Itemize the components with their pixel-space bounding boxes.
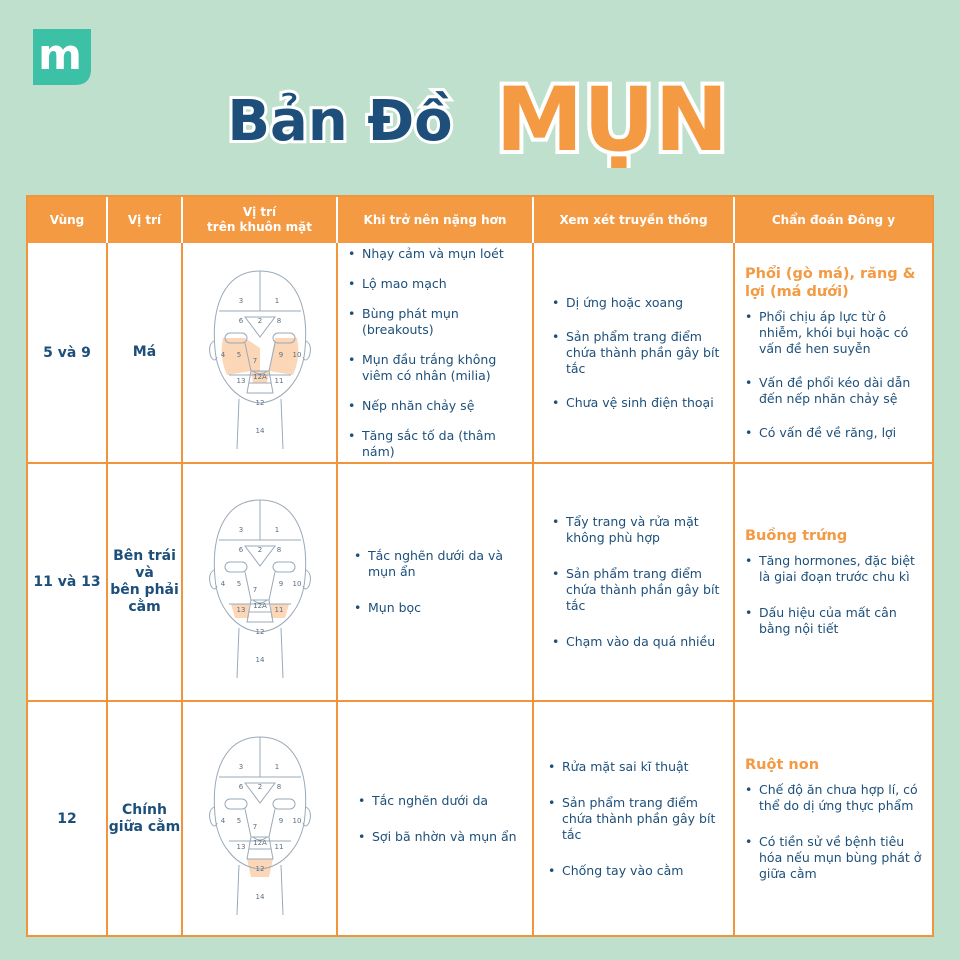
header-worse: Khi trở nên nặng hơn	[337, 197, 533, 243]
face-zone-label: 3	[238, 762, 243, 771]
position-cell	[107, 463, 182, 701]
face-zone-label: 4	[220, 580, 225, 588]
right-eye	[273, 799, 295, 809]
list-item: • Tắc nghẽn dưới da và mụn ẩn	[350, 548, 526, 580]
face-zone-label: 14	[255, 656, 264, 664]
worse-cell	[337, 243, 533, 463]
header-diagnosis: Chẩn đoán Đông y	[734, 197, 932, 243]
zone-cell: 5 và 9	[43, 344, 91, 361]
face-zone-label: 6	[238, 782, 243, 791]
face-zone-label: 13	[236, 606, 245, 614]
list-item: • Tẩy trang và rửa mặt không phù hợp	[548, 514, 727, 546]
face-zone-label: 5	[236, 580, 241, 588]
forehead-lines	[219, 271, 301, 337]
forehead-lines	[219, 500, 301, 566]
table-row	[28, 701, 932, 935]
header-traditional: Xem xét truyền thống	[533, 197, 734, 243]
list-item: • Chế độ ăn chưa hợp lí, có thể do dị ứng thực phẩm	[741, 782, 926, 814]
diagnosis-cell	[734, 463, 932, 701]
diagnosis-cell	[734, 701, 932, 935]
list-item: • Tăng sắc tố da (thâm nám)	[344, 428, 526, 460]
face-zone-label: 12A	[252, 372, 267, 381]
list-item: • Tăng hormones, đặc biệt là giai đoạn trước chu kì	[741, 553, 926, 585]
traditional-cell	[533, 463, 734, 701]
header-face-line1: Vị trí	[242, 205, 277, 219]
face-zone-label: 8	[276, 546, 281, 554]
face-zone-label: 8	[276, 316, 281, 325]
face-zone-label: 12	[255, 864, 264, 873]
worse-cell	[337, 701, 533, 935]
face-zone-label: 12A	[252, 838, 267, 847]
face-zone-label: 14	[255, 426, 264, 435]
list-item: • Sản phẩm trang điểm chứa thành phần gây bít tắc	[548, 566, 727, 614]
face-zone-label: 2	[257, 316, 262, 325]
list-item: • Lộ mao mạch	[344, 276, 526, 292]
acne-map-table	[26, 195, 934, 937]
face-zone-label: 7	[252, 586, 257, 594]
position-line: Má	[132, 344, 157, 360]
list-item: • Có tiền sử về bệnh tiêu hóa nếu mụn bùng phát ở giữa cằm	[741, 834, 926, 882]
page-title	[0, 58, 960, 168]
face-zone-label: 13	[236, 842, 245, 851]
diagnosis-title: Buồng trứng	[745, 528, 848, 544]
traditional-cell	[533, 701, 734, 935]
list-item: • Nhạy cảm và mụn loét	[344, 246, 526, 262]
face-zone-label: 14	[255, 892, 264, 901]
face-cell	[182, 463, 337, 701]
worse-cell	[337, 463, 533, 701]
face-zone-label: 4	[220, 816, 225, 825]
face-zone-label: 7	[252, 356, 257, 365]
face-zone-label: 4	[220, 350, 225, 359]
position-line: Chính	[122, 801, 167, 818]
zone-cell: 11 và 13	[28, 463, 107, 701]
table-row	[28, 463, 932, 701]
list-item: • Phổi chịu áp lực từ ô nhiễm, khói bụi hoặc có vấn đề hen suyễn	[741, 309, 926, 357]
list-item: • Sợi bã nhờn và mụn ẩn	[354, 829, 526, 845]
face-zone-label: 11	[274, 606, 283, 614]
list-item: • Vấn đề phổi kéo dài dẫn đến nếp nhăn chảy sệ	[741, 375, 926, 407]
diagnosis-title: Phổi (gò má), răng & lợi (má dưới)	[745, 265, 916, 300]
face-zone-label: 3	[238, 296, 243, 305]
position-line: Bên trái	[113, 548, 176, 564]
face-zone-label: 2	[257, 782, 262, 791]
diagnosis-cell	[734, 243, 932, 463]
traditional-cell	[533, 243, 734, 463]
face-zone-label: 8	[276, 782, 281, 791]
face-zone-label: 1	[274, 526, 279, 534]
face-zone-label: 1	[274, 762, 279, 771]
header-zone: Vùng	[28, 197, 107, 243]
face-cell	[182, 701, 337, 935]
position-line: và	[135, 565, 154, 581]
header-face-line2: trên khuôn mặt	[207, 220, 312, 234]
face-zone-label: 11	[274, 842, 283, 851]
position-line: cằm	[128, 599, 161, 615]
face-zone-label: 12	[255, 398, 264, 407]
list-item: • Tắc nghẽn dưới da	[354, 793, 526, 809]
face-zone-label: 5	[236, 350, 241, 359]
list-item: • Chống tay vào cằm	[544, 863, 727, 879]
list-item: • Bùng phát mụn (breakouts)	[344, 306, 526, 338]
right-eye	[273, 562, 295, 572]
face-zone-label: 9	[278, 580, 283, 588]
position-line: giữa cằm	[108, 818, 181, 835]
face-cell	[182, 243, 337, 463]
diagnosis-title: Ruột non	[745, 756, 820, 773]
face-zone-label: 6	[238, 316, 243, 325]
face-zone-label: 9	[278, 816, 283, 825]
list-item: • Mụn bọc	[350, 600, 526, 616]
list-item: • Dấu hiệu của mất cân bằng nội tiết	[741, 605, 926, 637]
left-eye	[225, 799, 247, 809]
face-zone-label: 5	[236, 816, 241, 825]
face-diagram	[183, 253, 336, 453]
face-zone-label: 9	[278, 350, 283, 359]
forehead-lines	[219, 737, 301, 803]
header-face-position	[182, 197, 337, 243]
position-cell	[107, 701, 182, 935]
header-position: Vị trí	[107, 197, 182, 243]
position-cell	[107, 243, 182, 463]
list-item: • Có vấn đề về răng, lợi	[741, 425, 926, 441]
face-zone-label: 12A	[252, 602, 267, 610]
list-item: • Mụn đầu trắng không viêm có nhân (milia)	[344, 352, 526, 384]
title-part2: MỤN	[495, 68, 729, 168]
face-zone-label: 2	[257, 546, 262, 554]
face-diagram	[183, 482, 336, 682]
position-line: bên phải	[110, 582, 179, 598]
face-zone-label: 10	[292, 580, 301, 588]
face-zone-label: 6	[238, 546, 243, 554]
face-zone-label: 11	[274, 376, 283, 385]
list-item: • Dị ứng hoặc xoang	[548, 295, 727, 311]
list-item: • Rửa mặt sai kĩ thuật	[544, 759, 727, 775]
list-item: • Chạm vào da quá nhiều	[548, 634, 727, 650]
zone-cell: 12	[28, 701, 107, 935]
face-zone-label: 10	[292, 350, 301, 359]
list-item: • Sản phẩm trang điểm chứa thành phần gây bít tắc	[544, 795, 727, 843]
table-row	[28, 243, 932, 463]
left-eye	[225, 562, 247, 572]
face-zone-label: 1	[274, 296, 279, 305]
face-zone-label: 3	[238, 526, 243, 534]
logo-letter: m	[38, 30, 82, 79]
list-item: • Nếp nhăn chảy sệ	[344, 398, 526, 414]
face-zone-label: 7	[252, 822, 257, 831]
table-header-row	[28, 197, 932, 243]
list-item: • Chưa vệ sinh điện thoại	[548, 395, 727, 411]
face-diagram	[183, 719, 336, 919]
list-item: • Sản phẩm trang điểm chứa thành phần gây bít tắc	[548, 329, 727, 377]
face-zone-label: 10	[292, 816, 301, 825]
face-zone-label: 13	[236, 376, 245, 385]
face-zone-label: 12	[255, 628, 264, 636]
title-part1: Bản Đồ	[227, 89, 453, 154]
